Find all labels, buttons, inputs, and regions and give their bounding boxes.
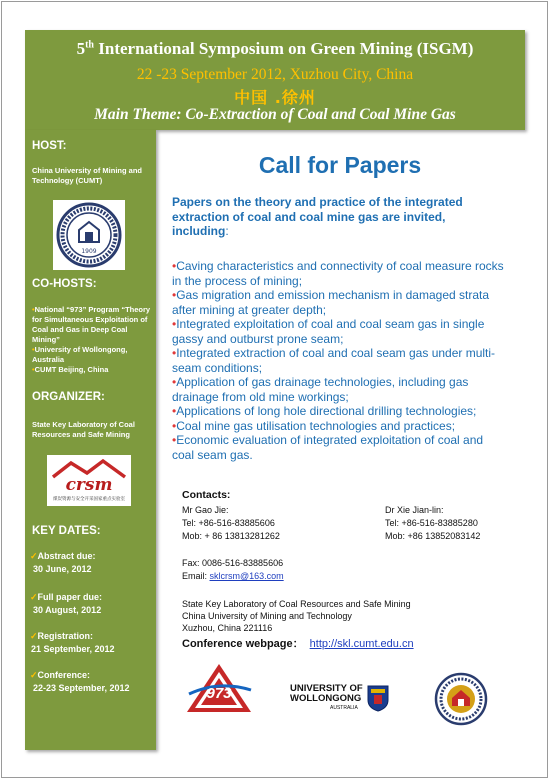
cohosts-list — [32, 305, 152, 375]
host-text: China University of Mining and Technology (CUMT) — [32, 166, 143, 185]
list-item: •Gas migration and emission mechanism in damaged strata after mining at greater depth; — [172, 288, 490, 317]
uow-line3: AUSTRALIA — [330, 705, 358, 711]
key-date-registration: ✓Registration: 21 September, 2012 — [30, 631, 115, 654]
cumt-logo — [53, 200, 125, 270]
crsm-logo-subtext: 煤炭资源与安全开采国家重点实验室 — [53, 497, 125, 502]
email-line: Email: sklcrsm@163.com — [182, 571, 284, 581]
topics-list — [172, 259, 507, 462]
svg-text:1909: 1909 — [81, 248, 97, 255]
fax-email — [182, 557, 482, 583]
cumt-seal-icon — [53, 200, 125, 270]
list-item: •University of Wollongong, Australia — [32, 345, 128, 364]
contacts-heading: Contacts: — [182, 489, 231, 501]
organizer-heading: ORGANIZER: — [32, 391, 105, 403]
list-item: •Coal mine gas utilisation technologies and practices; — [172, 418, 456, 433]
list-item: •Economic evaluation of integrated exploitation of coal and coal seam gas. — [172, 433, 484, 462]
crsm-logo — [47, 455, 131, 506]
chinese-location: 中国 .徐州 — [234, 88, 316, 107]
list-item: •Integrated exploitation of coal and coal seam gas in single gassy and outburst prone seam; — [172, 317, 485, 346]
cumt-seal-bottom-icon — [434, 672, 488, 726]
uow-line1: UNIVERSITY OF — [290, 683, 363, 694]
call-for-papers-title: Call for Papers — [258, 152, 422, 178]
address-block: State Key Laboratory of Coal Resources and Safe Mining China University of Mining and Technology Xuzhou, China 221116 — [182, 599, 411, 633]
list-item: •Applications of long hole directional drilling technologies; — [172, 404, 477, 418]
logo-973 — [181, 660, 257, 716]
key-date-abstract: ✓Abstract due: 30 June, 2012 — [30, 551, 96, 574]
logo-973-text: 973 — [206, 685, 232, 702]
intro-paragraph: Papers on the theory and practice of the integrated extraction of coal and coal mine gas are invited, including: — [172, 195, 463, 238]
contact-gao-jie: Mr Gao Jie: Tel: +86-516-83885606 Mob: + 86 13813281262 — [182, 505, 280, 541]
list-item: •Application of gas drainage technologies, including gas drainage from old mine workings; — [172, 375, 469, 404]
uow-line2: WOLLONGONG — [290, 693, 362, 704]
conference-webpage: Conference webpage： http://skl.cumt.edu.cn — [182, 638, 414, 650]
symposium-date: 22 -23 September 2012, Xuzhou City, China — [136, 66, 414, 83]
header-banner — [25, 30, 525, 130]
key-date-conference: ✓Conference: 22-23 September, 2012 — [30, 670, 130, 693]
uow-logo — [290, 684, 400, 718]
cohosts-heading: CO-HOSTS: — [32, 278, 97, 290]
organizer-text: State Key Laboratory of Coal Resources and Safe Mining — [32, 420, 135, 439]
key-dates-heading: KEY DATES: — [32, 525, 101, 537]
webpage-link[interactable]: http://skl.cumt.edu.cn — [309, 638, 414, 650]
cumt-seal-bottom — [434, 672, 488, 726]
symposium-title: 5th International Symposium on Green Mining (ISGM) — [76, 39, 474, 58]
list-item: •Caving characteristics and connectivity of coal measure rocks in the process of mining; — [172, 259, 504, 288]
list-item: •National “973” Program “Theory for Simultaneous Exploitation of Coal and Gas in Deep Coal Mining” — [32, 305, 151, 344]
crsm-logo-text: crsm — [65, 475, 113, 495]
list-item: •CUMT Beijing, China — [32, 365, 109, 374]
key-date-full-paper: ✓Full paper due: 30 August, 2012 — [30, 592, 103, 615]
list-item: •Integrated extraction of coal and coal seam gas under multi-seam conditions; — [172, 346, 496, 375]
sidebar — [25, 130, 156, 750]
main-theme: Main Theme: Co-Extraction of Coal and Coal Mine Gas — [94, 106, 456, 123]
host-heading: HOST: — [32, 140, 67, 152]
contact-xie-jianlin: Dr Xie Jian-lin: Tel: +86-516-83885280 Mob: +86 13852083142 — [385, 505, 481, 541]
email-link[interactable]: sklcrsm@163.com — [209, 571, 284, 581]
fax-line: Fax: 0086-516-83885606 — [182, 558, 284, 568]
uow-crest-icon — [366, 684, 390, 712]
